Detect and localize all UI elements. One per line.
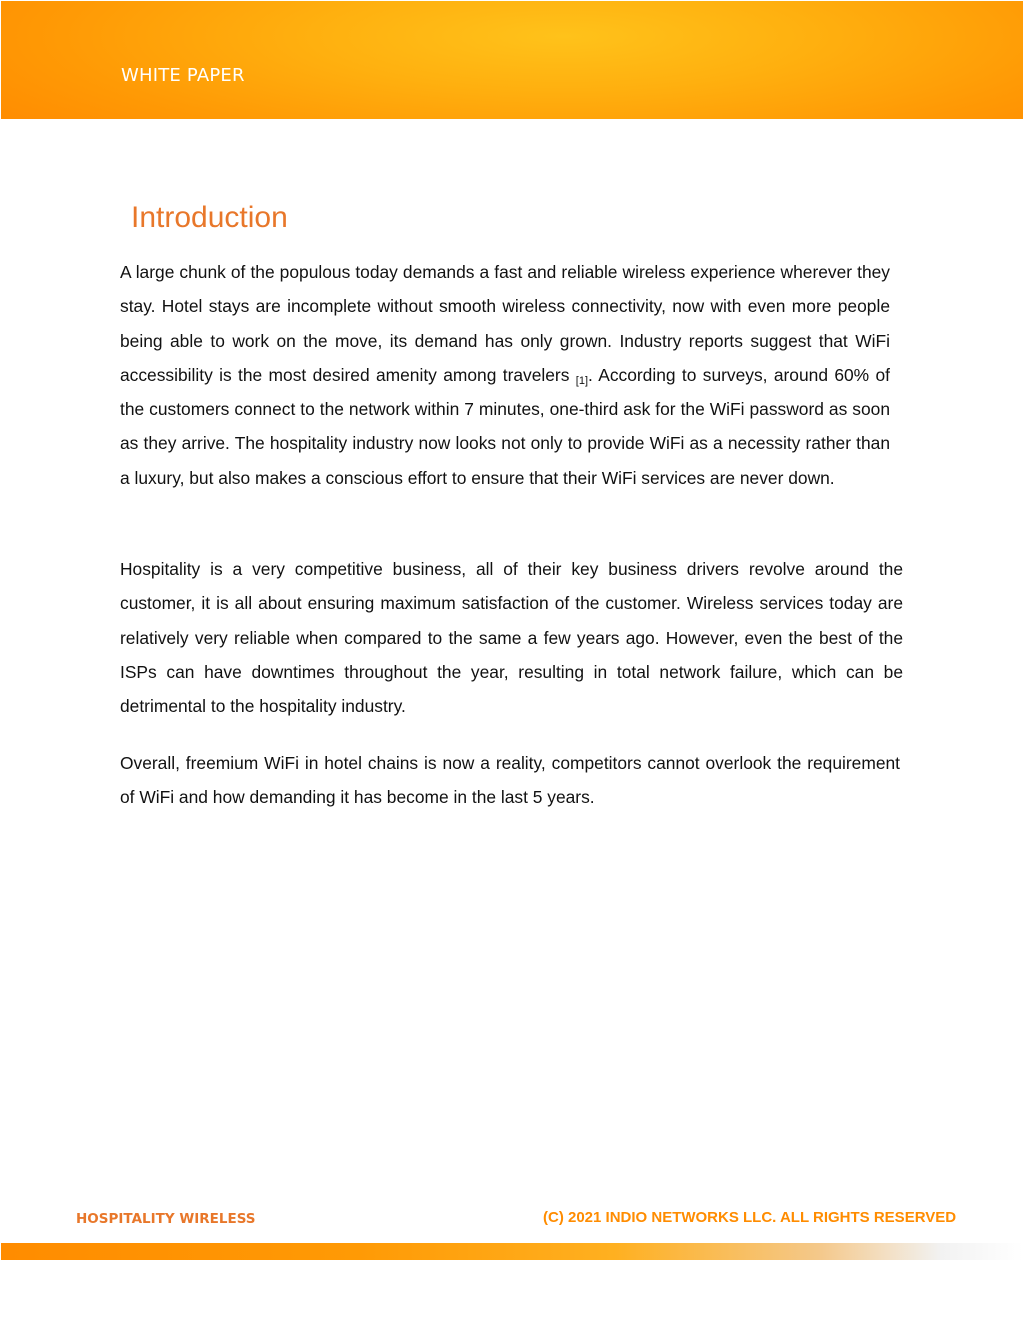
footer-section-label: HOSPITALITY WIRELESS: [76, 1211, 256, 1227]
intro-paragraph-2: Hospitality is a very competitive business, all of their key business drivers revolve around the customer, it is all about ensuring maximum satisfaction of the customer. Wireless services today are relatively very reliable when compared to the same a few years ago. However, even the best of the ISPs can have downtimes throughout the year, resulting in total network failure, which can be detrimental to the hospitality industry.: [120, 559, 903, 717]
intro-paragraph-3: Overall, freemium WiFi in hotel chains is now a reality, competitors cannot overlook the requirement of WiFi and how demanding it has become in the last 5 years.: [120, 753, 900, 808]
footer-gradient-bar: [1, 1243, 1023, 1260]
header-banner: [1, 1, 1023, 119]
footer-copyright: (C) 2021 INDIO NETWORKS LLC. ALL RIGHTS RESERVED: [543, 1209, 957, 1226]
paragraph-1-text-start: A large chunk of the populous today demands a fast and reliable wireless experience wherever they stay. Hotel stays are incomplete without smooth wireless connectivity, now with even more people being able to work on the move, its demand has only grown. Industry reports suggest that WiFi accessibility is the most desired amenity among travelers: [120, 262, 890, 385]
paragraph-1-text-end: . According to surveys, around 60% of the customers connect to the network within 7 minutes, one-third ask for the WiFi password as soon as they arrive. The hospitality industry now looks not only to provide WiFi as a necessity rather than a luxury, but also makes a conscious effort to ensure that their WiFi services are never down.: [120, 364, 890, 488]
document-type-label: WHITE PAPER: [121, 65, 245, 86]
intro-paragraph-1: [120, 255, 890, 495]
citation-reference: [1]: [575, 374, 588, 387]
section-title: Introduction: [131, 201, 288, 234]
